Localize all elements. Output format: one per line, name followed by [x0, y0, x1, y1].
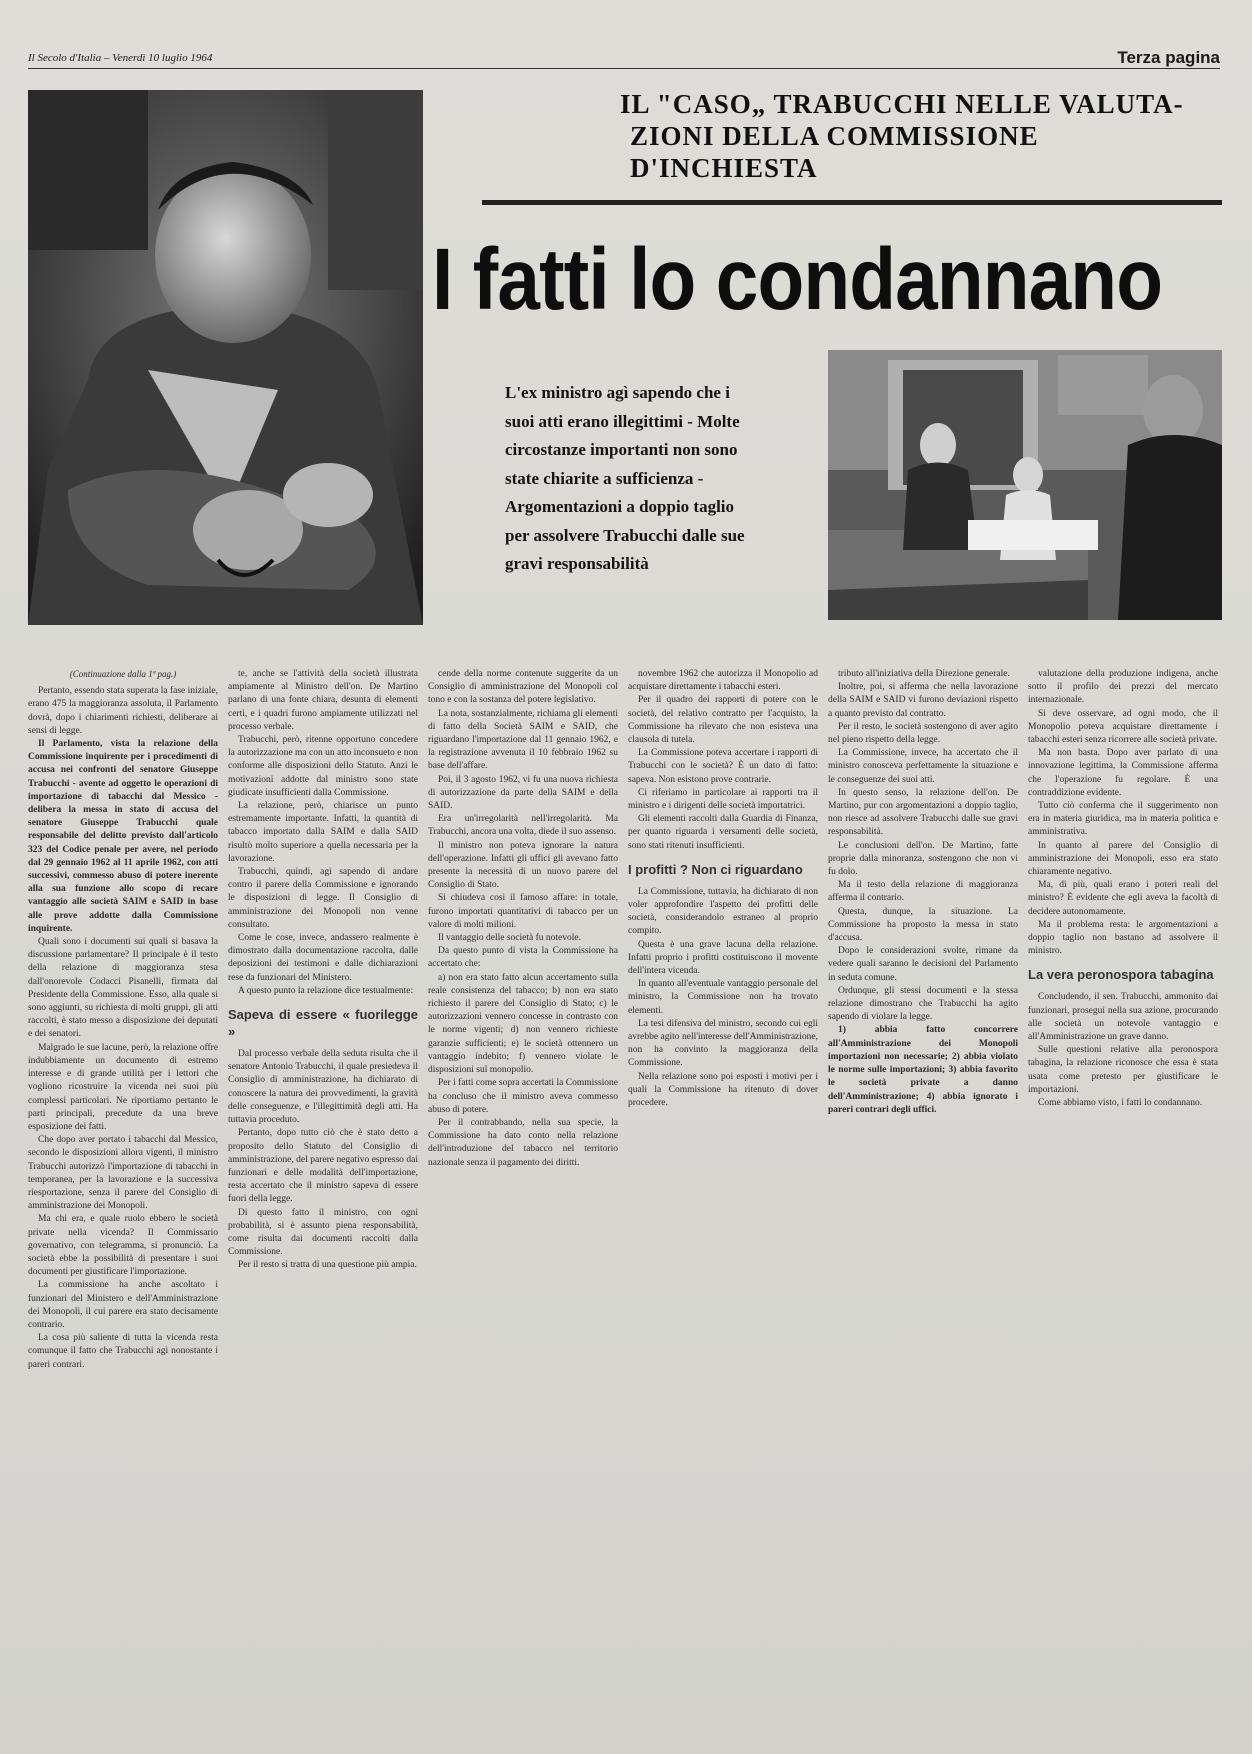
paragraph: Il ministro non poteva ignorare la natura dell'operazione. Infatti gli uffici gli avevano fatto presente la necessità di un nuovo parere del Consiglio di Stato.: [428, 840, 618, 891]
paragraph: Le conclusioni dell'on. De Martino, fatte proprie dalla minoranza, sostengono che non vi fu dolo.: [828, 840, 1018, 878]
subheading: I profitti ? Non ci riguardano: [628, 861, 803, 877]
article-body: [28, 668, 1223, 1748]
trabucchi-portrait-photo: [28, 90, 423, 625]
headline-rule: [482, 200, 1222, 205]
paragraph: Trabucchi, però, ritenne opportuno concedere la autorizzazione ma con un atto inconsueto e non conforme alle disposizioni dello Statuto. Anzi le motivazioni addotte dal ministro sono state giudicate insufficienti dalla Commissione.: [228, 735, 418, 798]
paragraph: Dal processo verbale della seduta risulta che il senatore Antonio Trabucchi, il quale presiedeva il Consiglio di amministrazione, ha dichiarato di conoscere la natura dei provvedimenti, la gravità delle conseguenze, e l'illegittimità degli atti. Ha tuttavia proceduto.: [228, 1049, 418, 1126]
paragraph: Da questo punto di vista la Commissione ha accertato che:: [428, 946, 618, 970]
paragraph: La commissione ha anche ascoltato i funzionari del Ministero e dell'Amministrazione dei Monopoli, il cui parere era stato decisamente contrario.: [28, 1280, 218, 1330]
paragraph: Trabucchi, quindi, agì sapendo di andare contro il parere della Commissione e ignorando le disposizioni di legge. Il Consiglio di amministrazione dei Monopoli non venne consultato.: [228, 867, 418, 930]
paragraph: cende della norme contenute suggerite da un Consiglio di amministrazione del Monopoli col tono e con la sostanza del potere legislativo.: [428, 669, 618, 706]
paragraph: Quali sono i documenti sui quali si basava la discussione parlamentare? Il principale è il testo della relazione di maggioranza stesa dall'onorevole Codacci Pisanelli, firmata dal Presidente della Commissione. Esso, alla quale si sono aggiunti, su richiesta di molti gruppi, gli atti raccolti, è stato messo a disposizione dei deputati e dei senatori.: [28, 937, 218, 1040]
paragraph: La tesi difensiva del ministro, secondo cui egli avrebbe agito nell'interesse dell'Amministrazione, non ha convinto la maggioranza della Commissione.: [628, 1018, 818, 1069]
paragraph: Questa è una grave lacuna della relazione. Infatti proprio i profitti costituiscono il movente dell'intera vicenda.: [628, 939, 818, 977]
paragraph: Malgrado le sue lacune, però, la relazione offre indubbiamente un documento di estremo interesse e di grande utilità per i lettori che vogliono ricostruire la vicenda nei suoi più complessi particolari. Ne riportiamo pertanto le parti principali, precedute da una breve esposizione dei fatti.: [28, 1042, 218, 1132]
paragraph: In quanto all'eventuale vantaggio personale del ministro, la Commissione non ha trovato elementi.: [628, 979, 818, 1016]
column-4: [628, 668, 818, 1110]
column-1: [28, 668, 218, 1372]
column-2: [228, 668, 418, 1273]
paragraph: Come le cose, invece, andassero realmente è dimostrato dalla documentazione raccolta, dalle deposizioni dei testimoni e dalle dichiarazioni rese da funzionari del Ministero.: [228, 933, 418, 983]
paragraph: te, anche se l'attività della società illustrata ampiamente al Ministro dell'on. De Martino parlano di una fonte chiara, desunta di elementi certi, e i quadri furono ampiamente utilizzati nel processo verbale.: [228, 669, 418, 732]
paragraph: Pertanto, essendo stata superata la fase iniziale, erano 475 la maggioranza assoluta, il Parlamento dovrà, dopo i chiarimenti richiesti, deliberare ai sensi di legge.: [28, 686, 218, 736]
paragraph: tributo all'iniziativa della Direzione generale.: [838, 669, 1010, 679]
paragraph: Ci riferiamo in particolare ai rapporti tra il ministro e i dirigenti delle società importatrici.: [628, 787, 818, 812]
column-6: [1028, 668, 1218, 1110]
hearing-photo-graphic: [828, 350, 1222, 620]
paragraph: Ma chi era, e quale ruolo ebbero le società private nella vicenda? Il Commissario governativo, con telegramma, si pronunciò. La società ebbe la possibilità di presentare i suoi documenti per giustificare l'importazione.: [28, 1214, 218, 1278]
paragraph: Ma, di più, quali erano i poteri reali del ministro? È evidente che egli aveva la facoltà di decidere autonomamente.: [1028, 880, 1218, 917]
section-title: Terza pagina: [1117, 48, 1220, 67]
paragraph: Era un'irregolarità nell'irregolarità. Ma Trabucchi, ancora una volta, diede il suo assenso.: [428, 814, 618, 838]
paragraph: Si chiudeva così il famoso affare: in totale, furono importati quantitativi di tabacco per un valore di molti milioni.: [428, 893, 618, 930]
paragraph: Sulle questioni relative alla peronospora tabagina, la relazione riconosce che essa è stata usata come pretesto per giustificare le importazioni.: [1028, 1045, 1218, 1095]
column-5: [828, 668, 1018, 1117]
paragraph: La Commissione poteva accertare i rapporti di Trabucchi con le società? È un dato di fatto: sapeva. Non esistono prove contrarie.: [628, 748, 818, 785]
subheading: Sapeva di essere « fuorilegge »: [228, 1007, 418, 1040]
subheading: La vera peronospora tabagina: [1028, 967, 1214, 983]
paragraph: Pertanto, dopo tutto ciò che è stato detto a proposito dello Statuto del Consiglio di amministrazione, del parere negativo espresso dai funzionari e delle modalità dell'importazione, resta accertato che il ministro sapeva di essere fuori della legge.: [228, 1128, 418, 1205]
paragraph: Per il contrabbando, nella sua specie, la Commissione ha dato conto nella relazione dell'introduzione del tabacco nel territorio nazionale senza il pagamento dei diritti.: [428, 1117, 618, 1168]
paragraph: valutazione della produzione indigena, anche sotto il profilo dei prezzi del mercato internazionale.: [1028, 669, 1218, 706]
paragraph: La Commissione, tuttavia, ha dichiarato di non voler approfondire l'aspetto dei profitti delle società, considerandolo estraneo al proprio compito.: [628, 886, 818, 937]
paragraph: In questo senso, la relazione dell'on. De Martino, pur con argomentazioni a doppio taglio, non riesce ad assolvere Trabucchi dalle sue gravi responsabilità.: [828, 787, 1018, 838]
column-3: [428, 668, 618, 1170]
paragraph: Poi, il 3 agosto 1962, vi fu una nuova richiesta di autorizzazione da parte della SAIM e della SAID.: [428, 774, 618, 812]
paragraph: Per il resto si tratta di una questione più ampia.: [238, 1260, 417, 1271]
paragraph: Ma non basta. Dopo aver parlato di una innovazione legittima, la Commissione afferma che l'operazione fu regolare. È una contraddizione evidente.: [1028, 748, 1218, 798]
paragraph: Per il quadro dei rapporti di potere con le società, del relativo contratto per l'acquisto, la Commissione ha rilevato che non esisteva una clausola di tutela.: [628, 695, 818, 746]
kicker-line-2: ZIONI DELLA COMMISSIONE D'INCHIESTA: [630, 121, 1039, 183]
paragraph: Ordunque, gli stessi documenti e la stessa relazione dimostrano che Trabucchi ha agito sapendo di violare la legge.: [828, 985, 1018, 1023]
article-summary: L'ex ministro agì sapendo che i suoi atti erano illegittimi - Molte circostanze importanti non sono state chiarite a sufficienza - Argomentazioni a doppio taglio per assolvere Trabucchi dalle sue gravi responsabilità: [505, 383, 745, 573]
paragraph: Che dopo aver portato i tabacchi dal Messico, secondo le disposizioni allora vigenti, il ministro Trabucchi autorizzò l'importazione di tabacchi in temporanea, per la lavorazione e la successiva riesportazione, senza il parere del Consiglio di amministrazione dei Monopoli.: [28, 1135, 218, 1212]
paragraph: Nella relazione sono poi esposti i motivi per i quali la Commissione ha ritenuto di dover procedere.: [628, 1071, 818, 1109]
paragraph: 1) abbia fatto concorrere all'Amministrazione dei Monopoli importazioni non necessarie; 2) abbia violato le norme sulle importazioni; 3) abbia favorito le società private a danno dell'Amministrazione; 4) abbia ignorato i pareri contrari degli uffici.: [828, 1025, 1018, 1115]
paragraph: Per i fatti come sopra accertati la Commissione ha concluso che il ministro aveva commesso abuso di potere.: [428, 1078, 618, 1115]
portrait-photo-graphic: [28, 90, 423, 625]
paragraph: Si deve osservare, ad ogni modo, che il Monopolio poteva acquistare direttamente i tabacchi esteri senza ricorrere alle società private.: [1028, 708, 1218, 746]
paragraph: In quanto al parere del Consiglio di amministrazione dei Monopoli, esso era stato chiaramente negativo.: [1028, 840, 1218, 878]
paragraph: Il vantaggio delle società fu notevole.: [438, 933, 581, 944]
paragraph: Ma il testo della relazione di maggioranza afferma il contrario.: [828, 880, 1018, 904]
paragraph: Gli elementi raccolti dalla Guardia di Finanza, per quanto riguarda i versamenti delle società, sono stati ritenuti insufficienti.: [628, 814, 818, 851]
kicker-headline: [620, 88, 1220, 184]
paragraph: La cosa più saliente di tutta la vicenda resta comunque il fatto che Trabucchi agì nonostante i pareri contrari.: [28, 1333, 218, 1370]
paragraph: Il Parlamento, vista la relazione della Commissione inquirente per i procedimenti di accusa nei confronti del senatore Giuseppe Trabucchi - avente ad oggetto le operazioni di importazione di tabacchi dal Messico - delibera la messa in stato di accusa del senatore Giuseppe Trabucchi quale responsabile del delitto previsto dall'articolo 323 del Codice penale per avere, nel periodo dal 29 gennaio 1962 al 11 aprile 1962, con atti successivi, commesso abuso di potere inerente alla sua funzione allo scopo di recare vantaggio alle società SAIM e SAID in base alle prove addotte dalla Commissione inquirente.: [28, 739, 218, 934]
paragraph: Questa, dunque, la situazione. La Commissione ha proposto la messa in stato d'accusa.: [828, 906, 1018, 944]
kicker-line-1: IL "CASO„ TRABUCCHI NELLE VALUTA-: [620, 89, 1184, 119]
commission-hearing-photo: [828, 350, 1222, 620]
paragraph: novembre 1962 che autorizza il Monopolio ad acquistare direttamente i tabacchi esteri.: [628, 669, 818, 693]
masthead: [28, 50, 1220, 69]
paragraph: Ma il problema resta: le argomentazioni a doppio taglio non bastano ad assolvere il ministro.: [1028, 919, 1218, 957]
paragraph: Inoltre, poi, si afferma che nella lavorazione della SAIM e SAID vi furono deviazioni rispetto a quanto previsto dal contratto.: [828, 682, 1018, 719]
masthead-date: Il Secolo d'Italia – Venerdì 10 luglio 1964: [28, 52, 213, 64]
main-headline: I fatti lo condannano: [432, 231, 1163, 328]
paragraph: Come abbiamo visto, i fatti lo condannano.: [1038, 1098, 1203, 1109]
paragraph: Per il resto, le società sostengono di aver agito nel pieno rispetto della legge.: [828, 721, 1018, 746]
paragraph: Di questo fatto il ministro, con ogni probabilità, si è assunto piena responsabilità, come risulta dai documenti raccolti dalla Commissione.: [228, 1207, 418, 1258]
paragraph: A questo punto la relazione dice testualmente:: [238, 985, 414, 996]
paragraph: Concludendo, il sen. Trabucchi, ammonito dai funzionari, proseguì nella sua azione, procurando alle società un notevole vantaggio e all'Amministrazione un grave danno.: [1028, 992, 1218, 1043]
paragraph: La relazione, però, chiarisce un punto estremamente importante. Infatti, la quantità di tabacco importato dalla SAIM e dalla SAID risultò molto superiore a quella necessaria per la lavorazione.: [228, 801, 418, 864]
paragraph: La nota, sostanzialmente, richiama gli elementi di fatto della Società SAIM e SAID, che riguardano l'importazione dal 11 gennaio 1962, e la registrazione avvenuta il 10 febbraio 1962 su base dell'affare.: [428, 708, 618, 772]
paragraph: Dopo le considerazioni svolte, rimane da vedere quali saranno le decisioni del Parlamento in seduta comune.: [828, 946, 1018, 983]
paragraph: La Commissione, invece, ha accertato che il ministro conosceva perfettamente la situazione e le conseguenze dei suoi atti.: [828, 748, 1018, 785]
continuation-note: (Continuazione dalla 1ª pag.): [69, 669, 177, 679]
paragraph: a) non era stato fatto alcun accertamento sulla reale consistenza del tabacco; b) non era stato richiesto il parere del Consiglio di Stato; c) le autorizzazioni vennero concesse in contrasto con le norme vigenti; d) non vennero richieste garanzie sufficienti; e) le società ottennero un vantaggio indebito; f) vennero violate le disposizioni sul monopolio.: [428, 972, 618, 1076]
paragraph: Tutto ciò conferma che il suggerimento non era in materia giuridica, ma in materia politica e amministrativa.: [1028, 801, 1218, 838]
